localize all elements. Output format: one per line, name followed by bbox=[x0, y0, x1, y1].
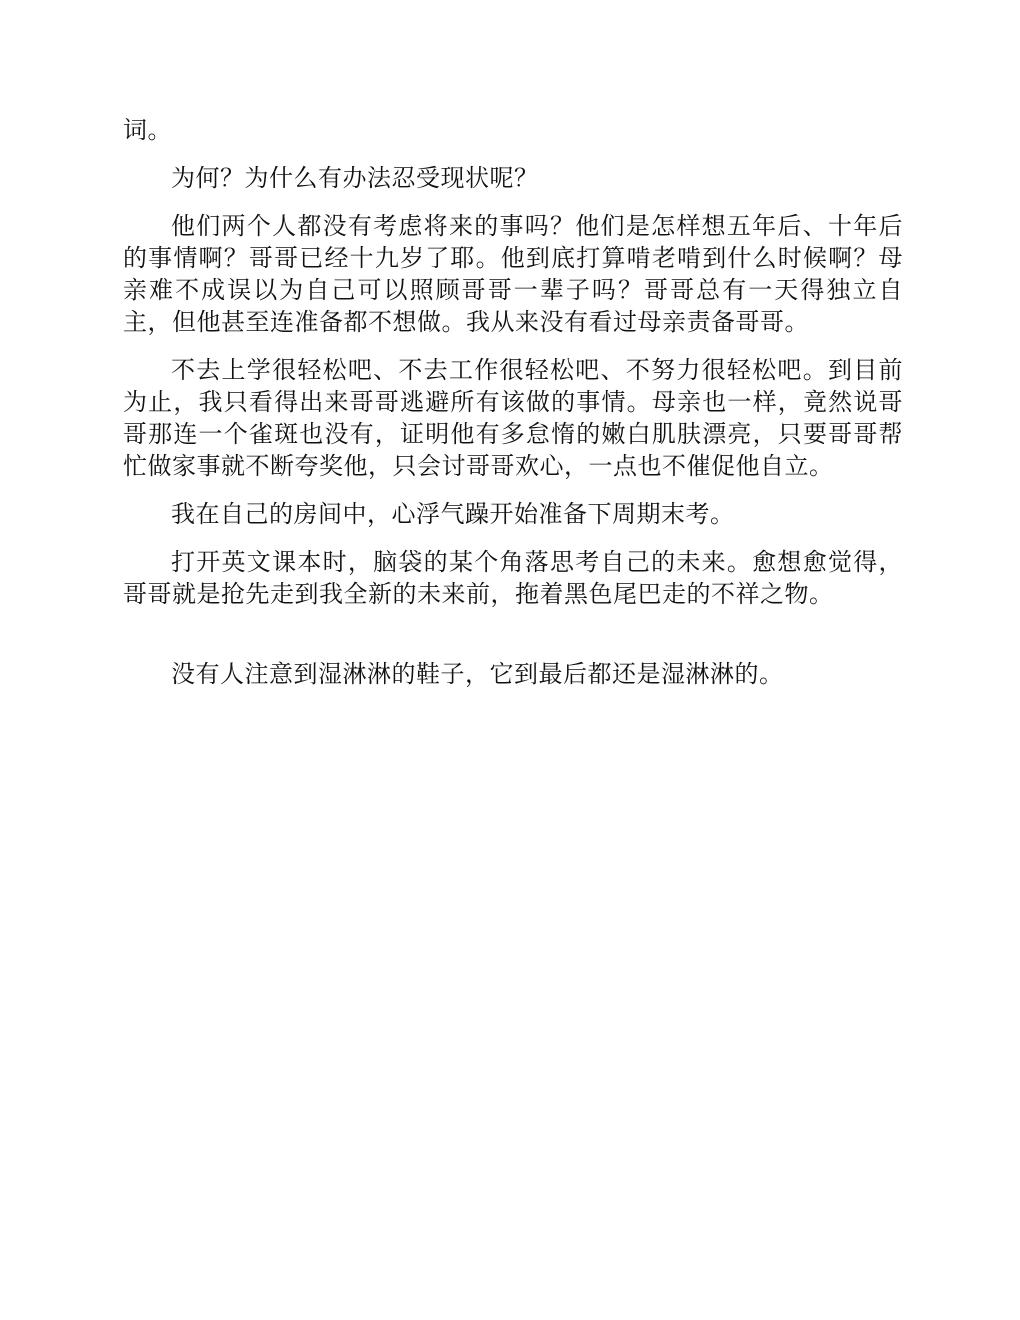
paragraph: 打开英文课本时，脑袋的某个角落思考自己的未来。愈想愈觉得，哥哥就是抢先走到我全新的未来前，拖着黑色尾巴走的不祥之物。 bbox=[123, 548, 903, 608]
paragraph: 我在自己的房间中，心浮气躁开始准备下周期末考。 bbox=[171, 500, 735, 528]
paragraph-closing: 没有人注意到湿淋淋的鞋子，它到最后都还是湿淋淋的。 bbox=[171, 660, 784, 688]
paragraph: 他们两个人都没有考虑将来的事吗？他们是怎样想五年后、十年后的事情啊？哥哥已经十九岁了耶。他到底打算啃老啃到什么时候啊？母亲难不成误以为自己可以照顾哥哥一辈子吗？哥哥总有一天得独立自主，但他甚至连准备都不想做。我从来没有看过母亲责备哥哥。 bbox=[123, 212, 903, 336]
paragraph-continuation: 词。 bbox=[123, 116, 172, 144]
paragraph: 为何？为什么有办法忍受现状呢？ bbox=[171, 164, 539, 192]
paragraph: 不去上学很轻松吧、不去工作很轻松吧、不努力很轻松吧。到目前为止，我只看得出来哥哥逃避所有该做的事情。母亲也一样，竟然说哥哥那连一个雀斑也没有，证明他有多怠惰的嫩白肌肤漂亮，只要哥哥帮忙做家事就不断夸奖他，只会讨哥哥欢心，一点也不催促他自立。 bbox=[123, 356, 903, 480]
body-text bbox=[123, 114, 903, 706]
